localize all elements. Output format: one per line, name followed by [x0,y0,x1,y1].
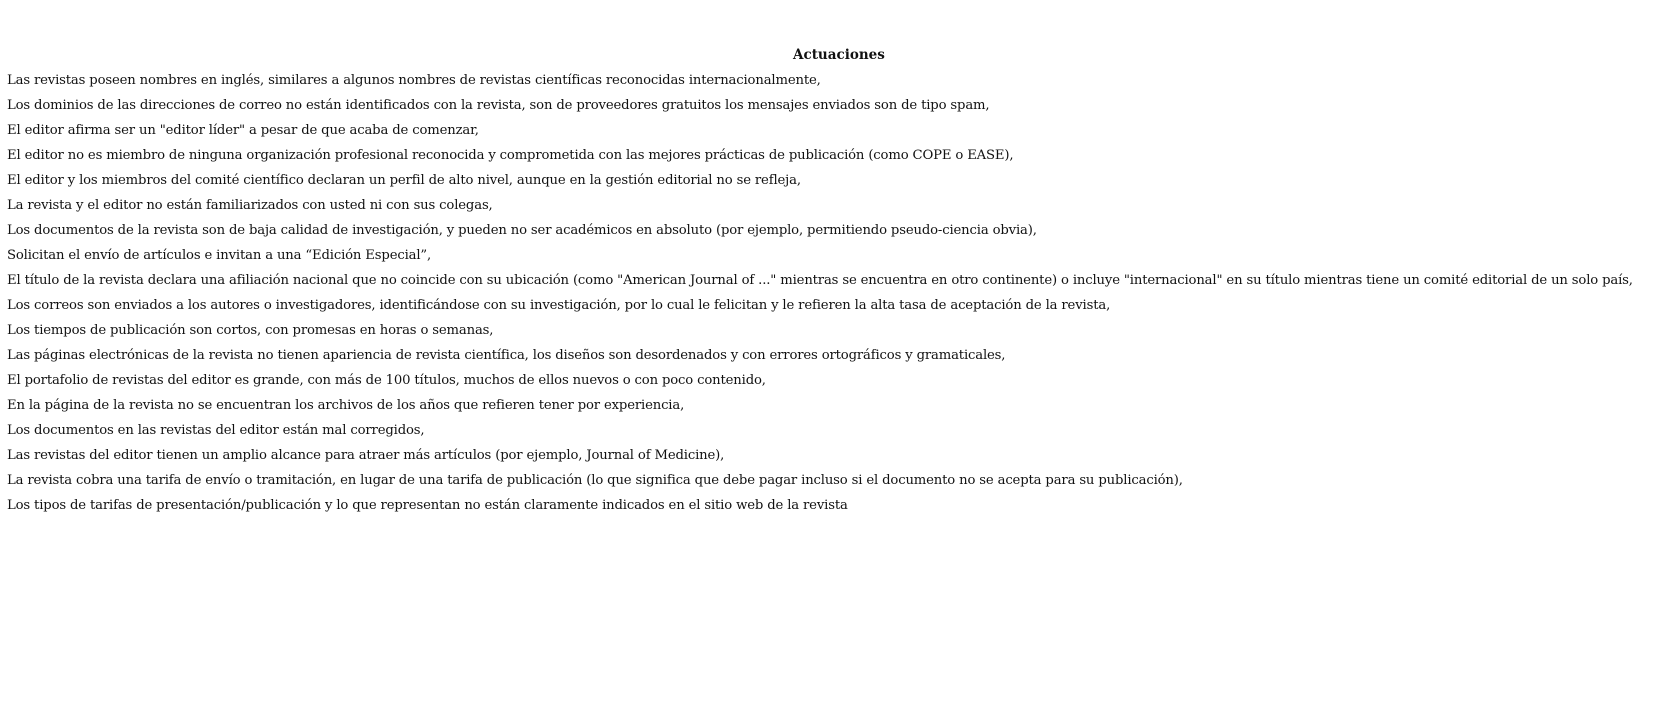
criteria-line: Los documentos en las revistas del editor están mal corregidos, [7,423,425,438]
criteria-line: Los documentos de la revista son de baja calidad de investigación, y pueden no ser académicos en absoluto (por ejemplo, permitiendo pseudo-ciencia obvia), [7,223,1037,238]
criteria-line: Los tipos de tarifas de presentación/publicación y lo que representan no están claramente indicados en el sitio web de la revista [7,498,848,513]
criteria-line: El editor afirma ser un "editor líder" a pesar de que acaba de comenzar, [7,123,479,138]
criteria-line: Las páginas electrónicas de la revista no tienen apariencia de revista científica, los diseños son desordenados y con errores ortográficos y gramaticales, [7,348,1006,363]
criteria-line: La revista cobra una tarifa de envío o tramitación, en lugar de una tarifa de publicación (lo que significa que debe pagar incluso si el documento no se acepta para su publicación), [7,473,1183,488]
document-title-text: Actuaciones [793,47,885,63]
document-title [7,46,1657,68]
criteria-line: Los correos son enviados a los autores o investigadores, identificándose con su investigación, por lo cual le felicitan y le refieren la alta tasa de aceptación de la revista, [7,298,1111,313]
document [7,46,1657,518]
criteria-line: El editor y los miembros del comité científico declaran un perfil de alto nivel, aunque en la gestión editorial no se refleja, [7,173,801,188]
criteria-line: Los tiempos de publicación son cortos, con promesas en horas o semanas, [7,323,494,338]
criteria-line: Las revistas poseen nombres en inglés, similares a algunos nombres de revistas científicas reconocidas internacionalmente, [7,73,821,88]
criteria-line: En la página de la revista no se encuentran los archivos de los años que refieren tener por experiencia, [7,398,685,413]
criteria-line: Las revistas del editor tienen un amplio alcance para atraer más artículos (por ejemplo, Journal of Medicine), [7,448,725,463]
criteria-line: El título de la revista declara una afiliación nacional que no coincide con su ubicación (como "American Journal of ..." mientras se encuentra en otro continente) o incluye "internacional" en su título mientras tiene un comité editorial de un solo país, [7,273,1633,288]
criteria-line: El editor no es miembro de ninguna organización profesional reconocida y comprometida con las mejores prácticas de publicación (como COPE o EASE), [7,148,1014,163]
criteria-line: Los dominios de las direcciones de correo no están identificados con la revista, son de proveedores gratuitos los mensajes enviados son de tipo spam, [7,98,990,113]
criteria-list [7,68,1657,518]
criteria-line: Solicitan el envío de artículos e invitan a una “Edición Especial”, [7,248,432,263]
criteria-line: El portafolio de revistas del editor es grande, con más de 100 títulos, muchos de ellos nuevos o con poco contenido, [7,373,766,388]
criteria-line: La revista y el editor no están familiarizados con usted ni con sus colegas, [7,198,493,213]
